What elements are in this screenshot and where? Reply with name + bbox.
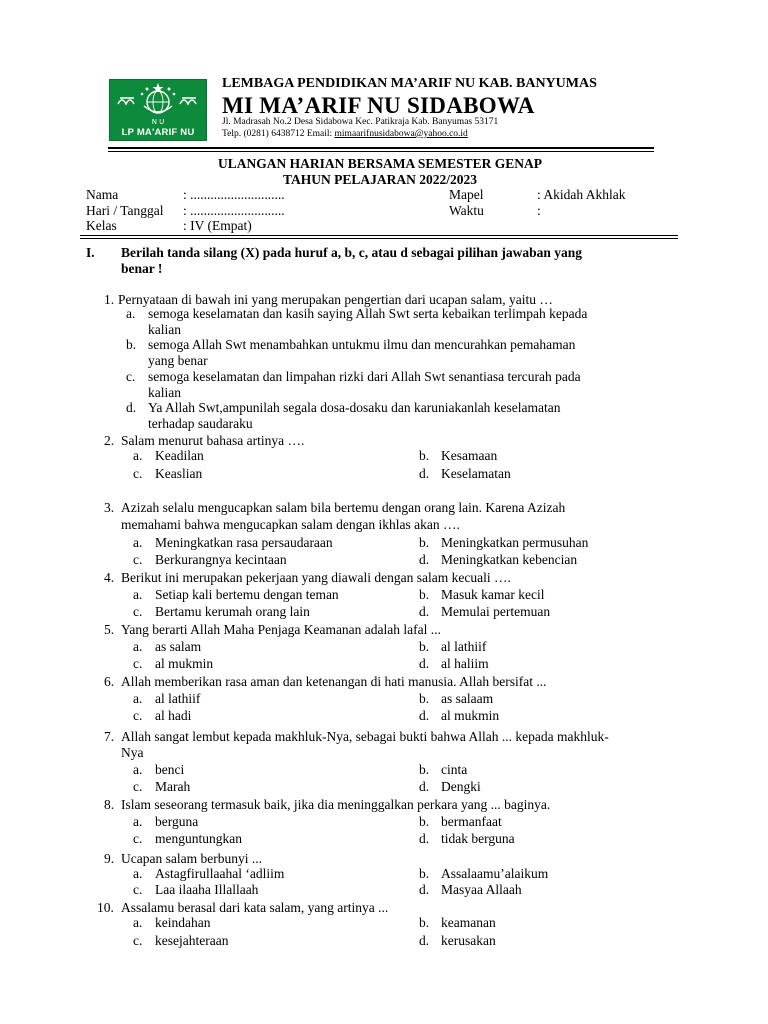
school-name: MI MA’ARIF NU SIDABOWA bbox=[222, 93, 535, 118]
option-d-text[interactable]: Keselamatan bbox=[441, 466, 511, 481]
option-a-text[interactable]: benci bbox=[155, 762, 185, 777]
question-number: 7. bbox=[104, 729, 115, 744]
kelas-value: : IV (Empat) bbox=[183, 218, 252, 233]
question-text: Berikut ini merupakan pekerjaan yang diawali dengan salam kecuali …. bbox=[121, 570, 511, 585]
option-c-letter[interactable]: c. bbox=[133, 552, 143, 567]
nama-label: Nama bbox=[86, 187, 119, 202]
option-d-text[interactable]: Dengki bbox=[441, 779, 481, 794]
option-c-text[interactable]: menguntungkan bbox=[155, 831, 242, 846]
nama-field[interactable]: : ............................ bbox=[183, 187, 285, 202]
option-a-text[interactable]: al lathiif bbox=[155, 691, 201, 706]
option-b-text[interactable]: Kesamaan bbox=[441, 448, 498, 463]
option-d-letter[interactable]: d. bbox=[419, 708, 430, 723]
option-b-text[interactable]: al lathiif bbox=[441, 639, 487, 654]
phone-text: Telp. (0281) 6438712 Email: bbox=[222, 129, 333, 139]
question-number: 10. bbox=[97, 900, 114, 915]
question-number: 1. bbox=[104, 292, 115, 307]
question-text: Allah sangat lembut kepada makhluk-Nya, sebagai bukti bahwa Allah ... kepada makhluk- bbox=[121, 729, 609, 744]
option-a-text[interactable]: keindahan bbox=[155, 915, 211, 930]
option-a-text[interactable]: Meningkatkan rasa persaudaraan bbox=[155, 535, 333, 550]
option-b-text[interactable]: Assalaamu’alaikum bbox=[441, 866, 549, 881]
section-instruction-cont: benar ! bbox=[121, 261, 163, 276]
option-c-text[interactable]: Berkurangnya kecintaan bbox=[155, 552, 287, 567]
option-c-letter[interactable]: c. bbox=[133, 708, 143, 723]
emblem-letters: N U bbox=[151, 118, 165, 126]
question-text: Azizah selalu mengucapkan salam bila bertemu dengan orang lain. Karena Azizah bbox=[121, 500, 566, 515]
option-b-letter[interactable]: b. bbox=[419, 639, 430, 654]
option-a-text[interactable]: Setiap kali bertemu dengan teman bbox=[155, 587, 339, 602]
option-b-letter[interactable]: b. bbox=[126, 337, 137, 352]
option-b-letter[interactable]: b. bbox=[419, 915, 430, 930]
exam-year: TAHUN PELAJARAN 2022/2023 bbox=[282, 172, 477, 187]
question-text: Allah memberikan rasa aman dan ketenangan di hati manusia. Allah bersifat ... bbox=[121, 674, 547, 689]
option-c-text[interactable]: al mukmin bbox=[155, 656, 214, 671]
school-logo bbox=[109, 79, 207, 141]
option-c-text[interactable]: al hadi bbox=[155, 708, 192, 723]
hari-label: Hari / Tanggal bbox=[86, 203, 164, 218]
option-d-text[interactable]: kerusakan bbox=[441, 933, 496, 948]
option-c-letter[interactable]: c. bbox=[133, 882, 143, 897]
option-b-text[interactable]: Masuk kamar kecil bbox=[441, 587, 545, 602]
option-d-text[interactable]: Ya Allah Swt,ampunilah segala dosa-dosaku dan karuniakanlah keselamatan bbox=[148, 400, 561, 415]
option-a-letter[interactable]: a. bbox=[133, 814, 143, 829]
option-c-text[interactable]: Bertamu kerumah orang lain bbox=[155, 604, 310, 619]
option-c-text[interactable]: Laa ilaaha Illallaah bbox=[155, 882, 259, 897]
section-number: I. bbox=[86, 245, 95, 260]
option-d-letter[interactable]: d. bbox=[126, 400, 137, 415]
option-b-text[interactable]: yang benar bbox=[148, 353, 208, 368]
option-a-letter[interactable]: a. bbox=[133, 866, 143, 881]
email-link[interactable]: mimaarifnusidabowa@yahoo.co.id bbox=[334, 129, 468, 139]
option-b-text[interactable]: Meningkatkan permusuhan bbox=[441, 535, 589, 550]
option-a-text[interactable]: kalian bbox=[148, 322, 181, 337]
option-a-letter[interactable]: a. bbox=[133, 762, 143, 777]
kelas-label: Kelas bbox=[86, 218, 117, 233]
option-d-text[interactable]: tidak berguna bbox=[441, 831, 515, 846]
header-divider-thin bbox=[108, 151, 654, 152]
info-divider bbox=[80, 235, 678, 236]
option-c-letter[interactable]: c. bbox=[133, 656, 143, 671]
question-text: Pernyataan di bawah ini yang merupakan pengertian dari ucapan salam, yaitu … bbox=[118, 292, 553, 307]
option-a-letter[interactable]: a. bbox=[133, 448, 143, 463]
option-a-text[interactable]: as salam bbox=[155, 639, 202, 654]
option-c-letter[interactable]: c. bbox=[133, 604, 143, 619]
info-divider-thin bbox=[80, 238, 678, 239]
question-text: Assalamu berasal dari kata salam, yang artinya ... bbox=[121, 900, 389, 915]
question-number: 5. bbox=[104, 622, 115, 637]
option-c-letter[interactable]: c. bbox=[133, 779, 143, 794]
question-text: Islam seseorang termasuk baik, jika dia meninggalkan perkara yang ... baginya. bbox=[121, 797, 551, 812]
option-d-letter[interactable]: d. bbox=[419, 933, 430, 948]
option-b-letter[interactable]: b. bbox=[419, 691, 430, 706]
hari-field[interactable]: : ............................ bbox=[183, 203, 285, 218]
option-c-text[interactable]: Marah bbox=[155, 779, 191, 794]
option-d-letter[interactable]: d. bbox=[419, 656, 430, 671]
option-b-letter[interactable]: b. bbox=[419, 448, 430, 463]
mapel-label: Mapel bbox=[449, 187, 484, 202]
option-b-text[interactable]: keamanan bbox=[441, 915, 496, 930]
option-d-text[interactable]: terhadap saudaraku bbox=[148, 416, 253, 431]
option-b-letter[interactable]: b. bbox=[419, 587, 430, 602]
option-b-letter[interactable]: b. bbox=[419, 866, 430, 881]
option-d-text[interactable]: Memulai pertemuan bbox=[441, 604, 551, 619]
nu-emblem-icon bbox=[110, 80, 206, 128]
option-a-text[interactable]: Astagfirullaahal ‘adliim bbox=[155, 866, 285, 881]
option-d-text[interactable]: al mukmin bbox=[441, 708, 500, 723]
option-d-text[interactable]: Meningkatkan kebencian bbox=[441, 552, 578, 567]
option-c-letter[interactable]: c. bbox=[133, 831, 143, 846]
option-a-letter[interactable]: a. bbox=[133, 535, 143, 550]
option-c-letter[interactable]: c. bbox=[126, 369, 136, 384]
option-c-text[interactable]: semoga keselamatan dan limpahan rizki dari Allah Swt senantiasa tercurah pada bbox=[148, 369, 581, 384]
question-number: 3. bbox=[104, 500, 115, 515]
school-contact bbox=[222, 129, 468, 139]
question-text: Ucapan salam berbunyi ... bbox=[121, 851, 262, 866]
option-d-letter[interactable]: d. bbox=[419, 831, 430, 846]
question-number: 2. bbox=[104, 433, 115, 448]
waktu-field[interactable]: : bbox=[537, 203, 541, 218]
question-text: Yang berarti Allah Maha Penjaga Keamanan adalah lafal ... bbox=[121, 622, 441, 637]
option-a-letter[interactable]: a. bbox=[133, 587, 143, 602]
option-a-letter[interactable]: a. bbox=[133, 691, 143, 706]
option-c-letter[interactable]: c. bbox=[133, 466, 143, 481]
institution-name: LEMBAGA PENDIDIKAN MA’ARIF NU KAB. BANYUMAS bbox=[222, 76, 597, 91]
option-d-letter[interactable]: d. bbox=[419, 466, 430, 481]
option-d-letter[interactable]: d. bbox=[419, 604, 430, 619]
question-text: memahami bahwa mengucapkan salam dengan ikhlas akan …. bbox=[121, 517, 460, 532]
option-a-text[interactable]: berguna bbox=[155, 814, 199, 829]
option-d-letter[interactable]: d. bbox=[419, 779, 430, 794]
option-a-letter[interactable]: a. bbox=[133, 915, 143, 930]
option-a-letter[interactable]: a. bbox=[133, 639, 143, 654]
option-d-letter[interactable]: d. bbox=[419, 552, 430, 567]
exam-title: ULANGAN HARIAN BERSAMA SEMESTER GENAP bbox=[217, 156, 543, 171]
question-text: Salam menurut bahasa artinya …. bbox=[121, 433, 305, 448]
option-d-text[interactable]: al haliim bbox=[441, 656, 489, 671]
option-c-text[interactable]: kesejahteraan bbox=[155, 933, 229, 948]
option-b-letter[interactable]: b. bbox=[419, 535, 430, 550]
question-number: 8. bbox=[104, 797, 115, 812]
option-a-letter[interactable]: a. bbox=[126, 306, 136, 321]
question-text: Nya bbox=[121, 745, 144, 760]
option-c-text[interactable]: Keaslian bbox=[155, 466, 203, 481]
option-d-text[interactable]: Masyaa Allaah bbox=[441, 882, 522, 897]
option-d-letter[interactable]: d. bbox=[419, 882, 430, 897]
option-b-text[interactable]: bermanfaat bbox=[441, 814, 502, 829]
option-a-text[interactable]: Keadilan bbox=[155, 448, 204, 463]
option-c-text[interactable]: kalian bbox=[148, 385, 181, 400]
option-a-text[interactable]: semoga keselamatan dan kasih saying Allah Swt serta kebaikan terlimpah kepada bbox=[148, 306, 588, 321]
question-number: 9. bbox=[104, 851, 115, 866]
option-c-letter[interactable]: c. bbox=[133, 933, 143, 948]
option-b-text[interactable]: as salaam bbox=[441, 691, 494, 706]
option-b-text[interactable]: cinta bbox=[441, 762, 468, 777]
option-b-letter[interactable]: b. bbox=[419, 814, 430, 829]
mapel-value: : Akidah Akhlak bbox=[537, 187, 626, 202]
school-address: Jl. Madrasah No.2 Desa Sidabowa Kec. Patikraja Kab. Banyumas 53171 bbox=[222, 117, 499, 127]
logo-text: LP MA'ARIF NU bbox=[121, 127, 195, 138]
option-b-letter[interactable]: b. bbox=[419, 762, 430, 777]
section-instruction: Berilah tanda silang (X) pada huruf a, b, c, atau d sebagai pilihan jawaban yang bbox=[121, 245, 582, 260]
header-divider bbox=[108, 147, 654, 149]
question-number: 6. bbox=[104, 674, 115, 689]
question-number: 4. bbox=[104, 570, 115, 585]
waktu-label: Waktu bbox=[449, 203, 484, 218]
option-b-text[interactable]: semoga Allah Swt menambahkan untukmu ilmu dan mencurahkan pemahaman bbox=[148, 337, 576, 352]
